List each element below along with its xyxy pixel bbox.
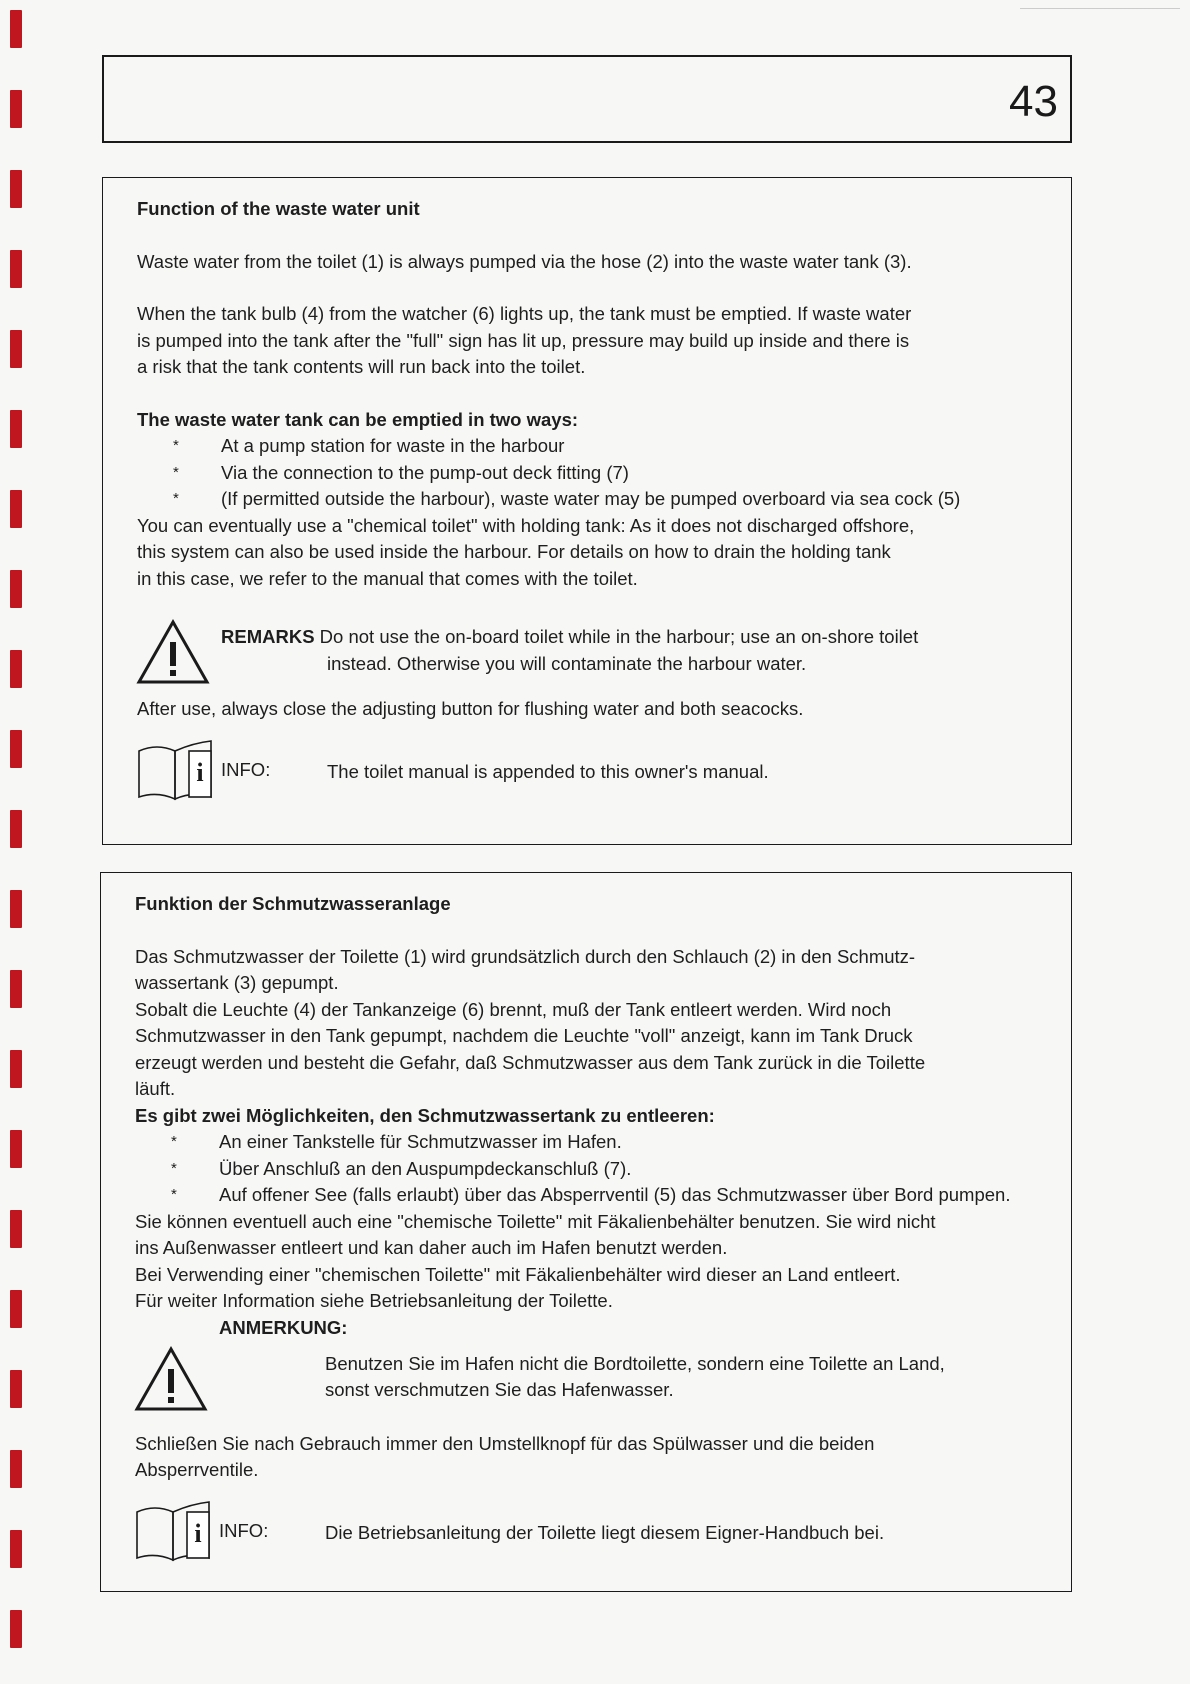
subheading: The waste water tank can be emptied in two ways: — [137, 408, 579, 430]
list-item: * (If permitted outside the harbour), waste water may be pumped overboard via sea cock (5) — [173, 488, 961, 509]
subheading: Es gibt zwei Möglichkeiten, den Schmutzwassertank zu entleeren: — [135, 1104, 715, 1126]
paragraph-line: Schmutzwasser in den Tank gepumpt, nachdem die Leuchte "voll" anzeigt, kann im Tank Druck — [135, 1025, 913, 1046]
info-book-icon — [133, 1498, 213, 1564]
paragraph-line: Bei Verwending einer "chemischen Toilette" mit Fäkalienbehälter wird dieser an Land entleert. — [135, 1263, 901, 1285]
warning-triangle-icon — [135, 618, 211, 686]
remark-text: Benutzen Sie im Hafen nicht die Bordtoilette, sondern eine Toilette an Land, — [325, 1352, 945, 1374]
list-item: * Auf offener See (falls erlaubt) über das Absperrventil (5) das Schmutzwasser über Bord pumpen. — [171, 1184, 1011, 1205]
remark-label: REMARKS — [221, 626, 315, 647]
paragraph-line: erzeugt werden und besteht die Gefahr, daß Schmutzwasser aus dem Tank zurück in die Toilette — [135, 1051, 926, 1073]
info-text: The toilet manual is appended to this owner's manual. — [327, 760, 769, 782]
paragraph-line: Sobalt die Leuchte (4) der Tankanzeige (6) brennt, muß der Tank entleert werden. Wird noch — [135, 998, 892, 1020]
list-item: * Über Anschluß an den Auspumpdeckanschluß (7). — [171, 1157, 632, 1179]
german-section — [100, 872, 1072, 1592]
svg-text:i: i — [194, 1518, 202, 1548]
list-item: * Via the connection to the pump-out deck fitting (7) — [173, 461, 629, 483]
paragraph-line: When the tank bulb (4) from the watcher (6) lights up, the tank must be emptied. If waste water — [137, 303, 912, 324]
warning-triangle-icon — [133, 1345, 209, 1413]
paragraph-line: this system can also be used inside the harbour. For details on how to drain the holding tank — [137, 541, 891, 562]
page-header-box — [102, 55, 1072, 143]
info-block — [135, 1498, 1031, 1568]
bullet-list — [135, 1129, 1031, 1209]
paragraph: After use, always close the adjusting button for flushing water and both seacocks. — [137, 698, 804, 719]
section-title: Funktion der Schmutzwasseranlage — [135, 893, 451, 914]
info-block — [137, 737, 1031, 807]
paragraph-line: is pumped into the tank after the "full" sign has lit up, pressure may build up inside and there is — [137, 329, 910, 351]
paragraph-line: You can eventually use a "chemical toilet" with holding tank: As it does not discharged offshore, — [137, 514, 915, 536]
list-item: * At a pump station for waste in the harbour — [173, 435, 565, 456]
paragraph-line: Absperrventile. — [135, 1459, 259, 1480]
svg-text:i: i — [196, 757, 204, 787]
paragraph-line: Das Schmutzwasser der Toilette (1) wird grundsätzlich durch den Schlauch (2) in den Schmutz- — [135, 945, 916, 967]
paragraph-line: Schließen Sie nach Gebrauch immer den Umstellknopf für das Spülwasser und die beiden — [135, 1432, 875, 1454]
info-label: INFO: — [219, 1519, 269, 1541]
english-section — [102, 177, 1072, 845]
paragraph-line: Sie können eventuell auch eine "chemische Toilette" mit Fäkalienbehälter benutzen. Sie wird nicht — [135, 1210, 936, 1232]
binding-strip — [10, 10, 24, 1670]
section-title: Function of the waste water unit — [137, 198, 420, 219]
remark-text: Do not use the on-board toilet while in the harbour; use an on-shore toilet — [319, 626, 919, 647]
info-text: Die Betriebsanleitung der Toilette liegt diesem Eigner-Handbuch bei. — [325, 1521, 885, 1543]
info-label: INFO: — [221, 758, 271, 780]
paragraph-line: in this case, we refer to the manual that comes with the toilet. — [137, 567, 638, 589]
paragraph-line: a risk that the tank contents will run back into the toilet. — [137, 356, 586, 377]
page-number: 43 — [1009, 77, 1058, 126]
remark-text: sonst verschmutzen Sie das Hafenwasser. — [325, 1379, 674, 1400]
paragraph-line: Für weiter Information siehe Betriebsanleitung der Toilette. — [135, 1290, 613, 1311]
paragraph-line: wassertank (3) gepumpt. — [135, 972, 339, 993]
top-rule — [1020, 8, 1180, 9]
remark-text: instead. Otherwise you will contaminate the harbour water. — [327, 652, 807, 674]
bullet-list — [137, 433, 1031, 513]
remark-label: ANMERKUNG: — [219, 1316, 348, 1338]
remark-block — [137, 618, 1031, 696]
info-book-icon — [135, 737, 215, 803]
paragraph-line: läuft. — [135, 1078, 176, 1099]
list-item: * An einer Tankstelle für Schmutzwasser im Hafen. — [171, 1131, 622, 1152]
paragraph-line: ins Außenwasser entleert und kan daher auch im Hafen benutzt werden. — [135, 1237, 728, 1258]
remark-block — [135, 1315, 1031, 1417]
paragraph: Waste water from the toilet (1) is always pumped via the hose (2) into the waste water tank (3). — [137, 250, 912, 272]
